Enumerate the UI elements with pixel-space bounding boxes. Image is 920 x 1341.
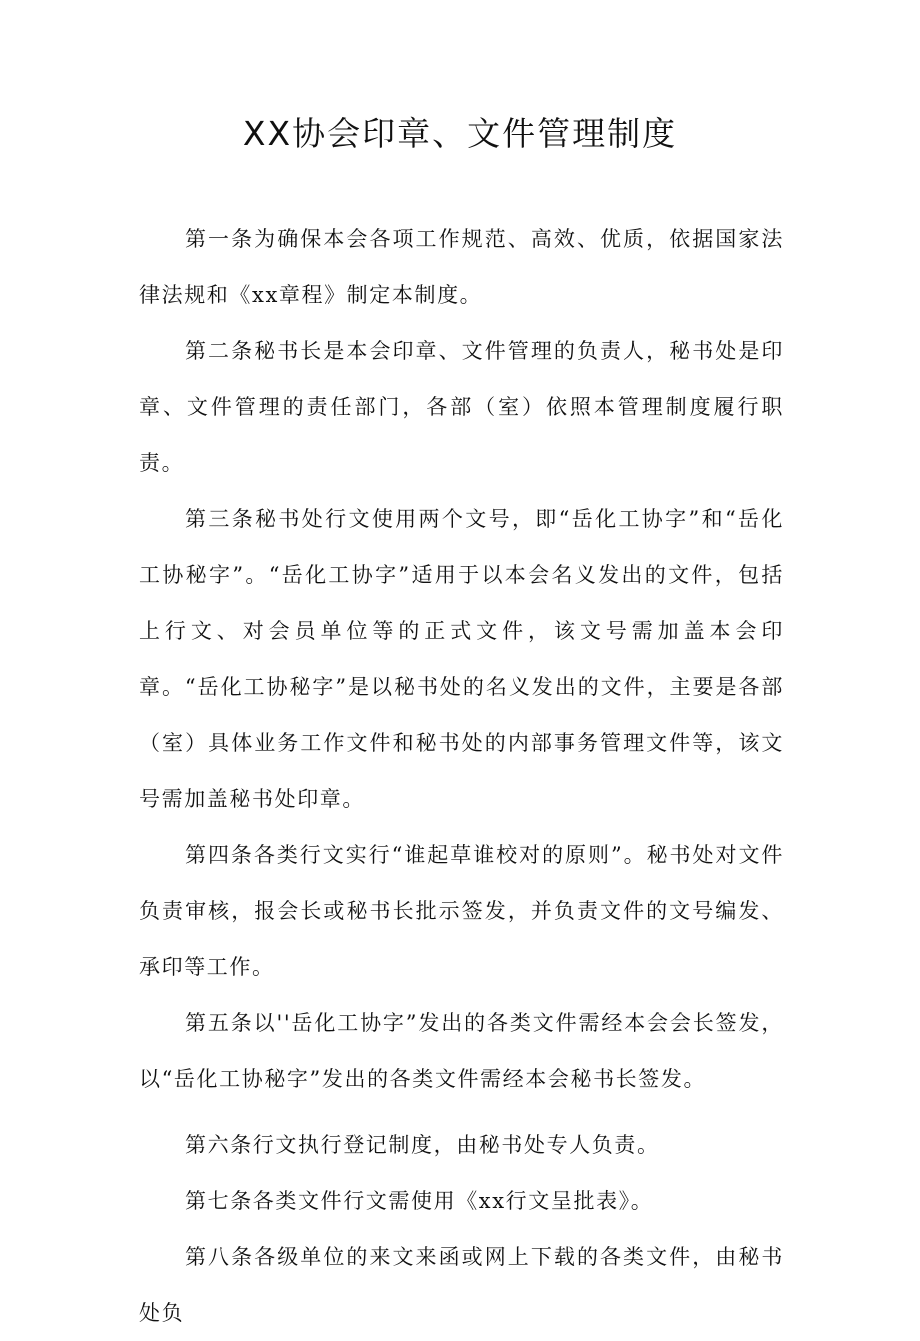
article-2: 第二条秘书长是本会印章、文件管理的负责人，秘书处是印章、文件管理的责任部门，各部（室）依照本管理制度履行职责。 <box>139 339 784 475</box>
article-6: 第六条行文执行登记制度，由秘书处专人负责。 <box>185 1133 660 1157</box>
document-body <box>139 211 784 1341</box>
article-3: 第三条秘书处行文使用两个文号，即“岳化工协字”和“岳化工协秘字”。“岳化工协字”适用于以本会名义发出的文件，包括上行文、对会员单位等的正式文件，该文号需加盖本会印章。“岳化工协秘字”是以秘书处的名义发出的文件，主要是各部（室）具体业务工作文件和秘书处的内部事务管理文件等，该文号需加盖秘书处印章。 <box>139 507 784 811</box>
article-1: 第一条为确保本会各项工作规范、高效、优质，依据国家法律法规和《xx章程》制定本制度。 <box>139 227 784 307</box>
article-5: 第五条以''岳化工协字”发出的各类文件需经本会会长签发，以“岳化工协秘字”发出的各类文件需经本会秘书长签发。 <box>139 1011 784 1091</box>
document-title: XX协会印章、文件管理制度 <box>242 114 678 153</box>
article-8: 第八条各级单位的来文来函或网上下载的各类文件，由秘书处负 <box>139 1245 784 1325</box>
article-4: 第四条各类行文实行“谁起草谁校对的原则”。秘书处对文件负责审核，报会长或秘书长批示签发，并负责文件的文号编发、承印等工作。 <box>139 843 784 979</box>
article-7: 第七条各类文件行文需使用《xx行文呈批表》。 <box>185 1189 654 1213</box>
